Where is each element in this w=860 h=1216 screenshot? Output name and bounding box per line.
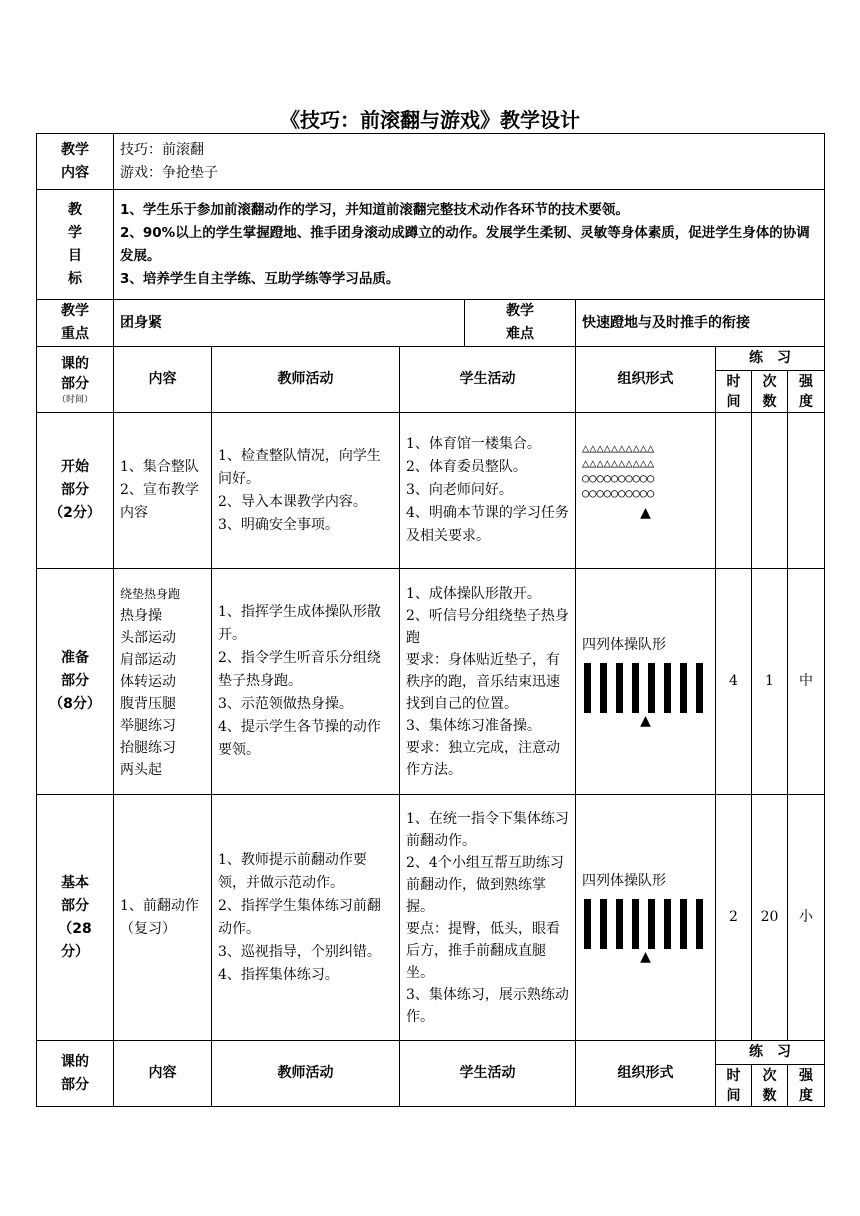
formation-bar <box>632 663 639 713</box>
student-cell: 1、成体操队形散开。 2、听信号分组绕垫子热身跑 要求：身体贴近垫子，有秩序的跑，音乐结束迅速找到自己的位置。 3、集体练习准备操。 要求：独立完成，注意动作方法。 <box>400 569 576 795</box>
org-header: 组织形式 <box>576 1041 716 1107</box>
formation-bar <box>664 663 671 713</box>
count-header: 次 数 <box>752 371 788 413</box>
formation-bar <box>600 899 607 949</box>
content-line: 技巧：前滚翻 <box>120 141 204 158</box>
content-header: 内容 <box>114 347 212 413</box>
section-cell: 准备 部分 （8分） <box>37 569 114 795</box>
practice-header: 练 习 <box>716 1041 825 1065</box>
content-cell: 1、前翻动作（复习） <box>114 795 212 1041</box>
content-cell: 绕垫热身跑 热身操 头部运动 肩部运动 体转运动 腹背压腿 举腿练习 抬腿练习 两头起 <box>114 569 212 795</box>
content-value <box>114 134 825 190</box>
count-cell: 1 <box>752 569 788 795</box>
formation-bar <box>648 663 655 713</box>
formation-cell <box>576 413 716 569</box>
content-line: 游戏：争抢垫子 <box>120 164 218 181</box>
formation-bar <box>696 899 703 949</box>
intensity-cell: 小 <box>788 795 825 1041</box>
page-title: 《技巧：前滚翻与游戏》教学设计 <box>280 108 580 132</box>
formation-cell <box>576 569 716 795</box>
formation-bar <box>616 663 623 713</box>
intensity-cell: 中 <box>788 569 825 795</box>
section-cell: 开始 部分 （2分） <box>37 413 114 569</box>
goals-value <box>114 190 825 300</box>
student-cell: 1、体育馆一楼集合。 2、体育委员整队。 3、向老师问好。 4、明确本节课的学习任务及相关要求。 <box>400 413 576 569</box>
section-header: 课的 部分 <box>37 1041 114 1107</box>
formation-label: 四列体操队形 <box>582 873 666 889</box>
section-header: 课的 部分 （时间） <box>37 347 114 413</box>
column-header-row <box>37 347 825 371</box>
count-cell: 20 <box>752 795 788 1041</box>
difficulty-label: 教学 难点 <box>465 300 576 347</box>
student-header: 学生活动 <box>400 347 576 413</box>
time-cell: 2 <box>716 795 752 1041</box>
content-header: 内容 <box>114 1041 212 1107</box>
teacher-marker-icon: ▲ <box>640 713 651 729</box>
focus-row <box>37 300 825 347</box>
time-header: 时 间 <box>716 1065 752 1107</box>
teacher-cell: 1、教师提示前翻动作要领，并做示范动作。 2、指挥学生集体练习前翻动作。 3、巡视指导，个别纠错。 4、指挥集体练习。 <box>212 795 400 1041</box>
goal-item: 3、培养学生自主学练、互助学练等学习品质。 <box>120 270 400 287</box>
teacher-header: 教师活动 <box>212 347 400 413</box>
goal-item: 2、90%以上的学生掌握蹬地、推手团身滚动成蹲立的动作。发展学生柔韧、灵敏等身体素质，促进学生身体的协调发展。 <box>120 224 810 264</box>
formation-bars <box>584 899 709 949</box>
lesson-plan-table <box>36 133 825 1107</box>
time-cell <box>716 413 752 569</box>
formation-bar <box>584 899 591 949</box>
formation-bar <box>664 899 671 949</box>
content-cell: 1、集合整队 2、宣布教学内容 <box>114 413 212 569</box>
table-row <box>37 569 825 795</box>
formation-bar <box>680 899 687 949</box>
practice-header: 练 习 <box>716 347 825 371</box>
time-cell: 4 <box>716 569 752 795</box>
table-row <box>37 413 825 569</box>
focus-value: 团身紧 <box>114 300 465 347</box>
formation-bar <box>696 663 703 713</box>
table-row <box>37 795 825 1041</box>
section-cell: 基本 部分 （28 分） <box>37 795 114 1041</box>
teacher-marker-icon: ▲ <box>640 949 651 965</box>
formation-bar <box>616 899 623 949</box>
org-header: 组织形式 <box>576 347 716 413</box>
student-header: 学生活动 <box>400 1041 576 1107</box>
formation-cell <box>576 795 716 1041</box>
formation-bar <box>600 663 607 713</box>
student-cell: 1、在统一指令下集体练习前翻动作。 2、4个小组互帮互助练习前翻动作，做到熟练掌握。 要点：提臀，低头，眼看后方，推手前翻成直腿坐。 3、集体练习，展示熟练动作。 <box>400 795 576 1041</box>
teacher-cell: 1、指挥学生成体操队形散开。 2、指令学生听音乐分组绕垫子热身跑。 3、示范领做热身操。 4、提示学生各节操的动作要领。 <box>212 569 400 795</box>
formation-bar <box>632 899 639 949</box>
formation-bar <box>584 663 591 713</box>
content-label: 教学 内容 <box>37 134 114 190</box>
goals-row <box>37 190 825 300</box>
goal-item: 1、学生乐于参加前滚翻动作的学习，并知道前滚翻完整技术动作各环节的技术要领。 <box>120 201 629 218</box>
footer-header-row <box>37 1041 825 1065</box>
intensity-header: 强 度 <box>788 371 825 413</box>
count-header: 次 数 <box>752 1065 788 1107</box>
time-header: 时 间 <box>716 371 752 413</box>
formation-bar <box>680 663 687 713</box>
teacher-header: 教师活动 <box>212 1041 400 1107</box>
formation-diagram: △△△△△△△△△△ △△△△△△△△△△ ○○○○○○○○○○ ○○○○○○○○○○ <box>582 441 655 500</box>
goals-label: 教 学 目 标 <box>37 190 114 300</box>
formation-label: 四列体操队形 <box>582 637 666 653</box>
content-row <box>37 134 825 190</box>
intensity-cell <box>788 413 825 569</box>
count-cell <box>752 413 788 569</box>
formation-bars <box>584 663 709 713</box>
teacher-cell: 1、检查整队情况，向学生问好。 2、导入本课教学内容。 3、明确安全事项。 <box>212 413 400 569</box>
formation-bar <box>648 899 655 949</box>
focus-label: 教学 重点 <box>37 300 114 347</box>
difficulty-value: 快速蹬地与及时推手的衔接 <box>576 300 825 347</box>
intensity-header: 强 度 <box>788 1065 825 1107</box>
teacher-marker-icon: ▲ <box>640 505 651 521</box>
